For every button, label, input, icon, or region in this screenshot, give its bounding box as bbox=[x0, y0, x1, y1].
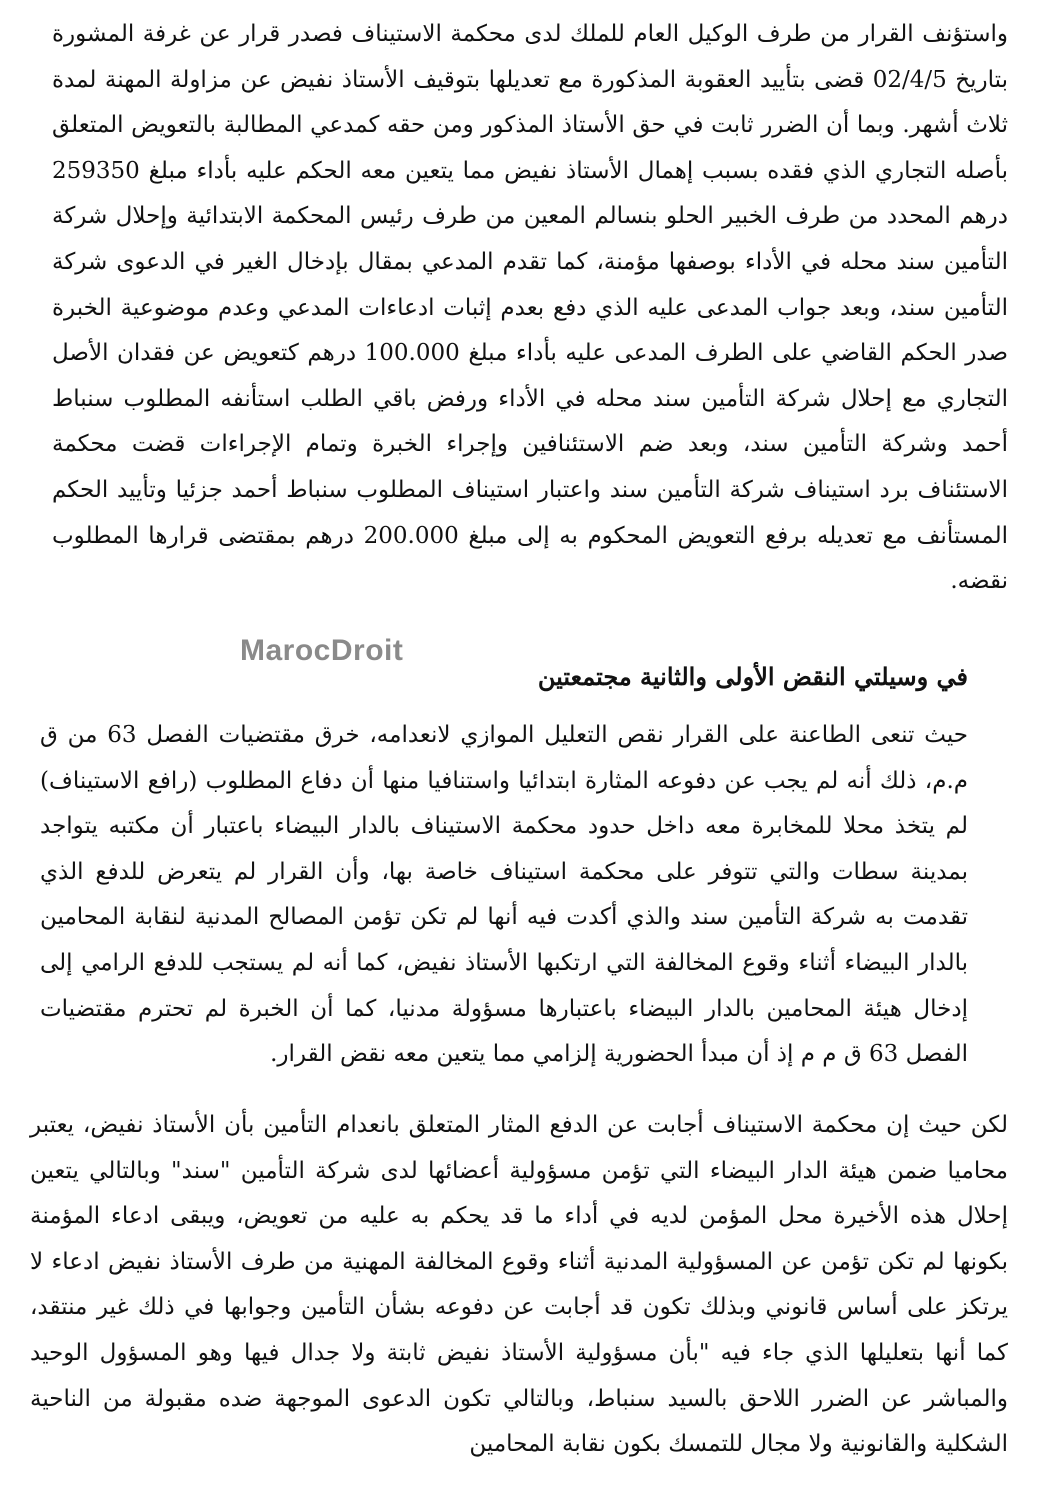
paragraph-case-history: واستؤنف القرار من طرف الوكيل العام للملك لدى محكمة الاستيناف فصدر قرار عن غرفة المشورة بتاريخ 02/4/5 قضى بتأييد العقوبة المذكورة مع تعديلها بتوقيف الأستاذ نفيض عن مزاولة المهنة لمدة ثلاث أشهر. وبما أن الضرر ثابت في حق الأستاذ المذكور ومن حقه كمدعي المطالبة بالتعويض المتعلق بأصله التجاري الذي فقده بسبب إهمال الأستاذ نفيض مما يتعين معه الحكم عليه بأداء مبلغ 259350 درهم المحدد من طرف الخبير الحلو بنسالم المعين من طرف رئيس المحكمة الابتدائية وإحلال شركة التأمين سند محله في الأداء بوصفها مؤمنة، كما تقدم المدعي بمقال بإدخال الغير في الدعوى شركة التأمين سند، وبعد جواب المدعى عليه الذي دفع بعدم إثبات ادعاءات المدعي وعدم موضوعية الخبرة صدر الحكم القاضي على الطرف المدعى عليه بأداء مبلغ 100.000 درهم كتعويض عن فقدان الأصل التجاري مع إحلال شركة التأمين سند محله في الأداء ورفض باقي الطلب استأنفه المطلوب سنباط أحمد وشركة التأمين سند، وبعد ضم الاستئنافين وإجراء الخبرة وتمام الإجراءات قضت محكمة الاستئناف برد استيناف شركة التأمين سند واعتبار استيناف المطلوب سنباط أحمد جزئيا وتأييد الحكم المستأنف مع تعديله برفع التعويض المحكوم به إلى مبلغ 200.000 درهم بمقتضى قرارها المطلوب نقضه. bbox=[52, 21, 1008, 595]
paragraph-grounds-of-appeal: حيث تنعى الطاعنة على القرار نقص التعليل الموازي لانعدامه، خرق مقتضيات الفصل 63 من ق م.م، ذلك أنه لم يجب عن دفوعه المثارة ابتدائيا واستنافيا منها أن دفاع المطلوب (رافع الاستيناف) لم يتخذ محلا للمخابرة معه داخل حدود محكمة الاستيناف بالدار البيضاء باعتبار أن مكتبه يتواجد بمدينة سطات والتي تتوفر على محكمة استيناف خاصة بها، وأن القرار لم يتعرض للدفع الذي تقدمت به شركة التأمين سند والذي أكدت فيه أنها لم تكن تؤمن المصالح المدنية لنقابة المحامين بالدار البيضاء أثناء وقوع المخالفة التي ارتكبها الأستاذ نفيض، كما أنه لم يستجب للدفع الرامي إلى إدخال هيئة المحامين بالدار البيضاء باعتبارها مسؤولة مدنيا، كما أن الخبرة لم تحترم مقتضيات الفصل 63 ق م م إذ أن مبدأ الحضورية إلزامي مما يتعين معه نقض القرار. bbox=[40, 722, 968, 1068]
watermark-logo: MarocDroit bbox=[240, 634, 404, 667]
section-heading: في وسيلتي النقض الأولى والثانية مجتمعتين bbox=[537, 662, 968, 691]
paragraph-court-response: لكن حيث إن محكمة الاستيناف أجابت عن الدفع المثار المتعلق بانعدام التأمين بأن الأستاذ نفيض، يعتبر محاميا ضمن هيئة الدار البيضاء التي تؤمن مسؤولية أعضائها لدى شركة التأمين "سند" وبالتالي يتعين إحلال هذه الأخيرة محل المؤمن لديه في أداء ما قد يحكم به عليه من تعويض، ويبقى ادعاء المؤمنة بكونها لم تكن تؤمن عن المسؤولية المدنية أثناء وقوع المخالفة المهنية من طرف الأستاذ نفيض ادعاء لا يرتكز على أساس قانوني وبذلك تكون قد أجابت عن دفوعه بشأن التأمين وجوابها في ذلك غير منتقد، كما أنها بتعليلها الذي جاء فيه "بأن مسؤولية الأستاذ نفيض ثابتة ولا جدال فيها وهو المسؤول الوحيد والمباشر عن الضرر اللاحق بالسيد سنباط، وبالتالي تكون الدعوى الموجهة ضده مقبولة من الناحية الشكلية والقانونية ولا مجال للتمسك بكون نقابة المحامين bbox=[30, 1112, 1008, 1458]
